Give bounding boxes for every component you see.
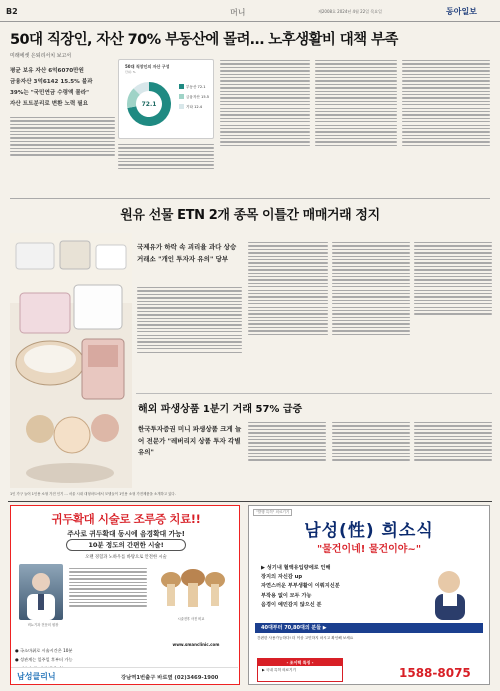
ad-divider — [8, 501, 492, 502]
article1-body-col1 — [10, 115, 115, 158]
article3-body-col1 — [248, 420, 326, 463]
legend-swatch — [179, 94, 184, 99]
subhead: 39%는 "국민연금 수령액 몰라" — [10, 90, 90, 96]
issue-date: 제2008호 2024년 4월 22일 목요일 — [318, 9, 382, 14]
legend-swatch — [179, 104, 184, 109]
bullet-item: 장지의 자신감 up — [261, 574, 303, 581]
section-divider — [10, 198, 490, 199]
age-bar: 40대부터 70,80대의 분들 ▶ — [255, 623, 483, 633]
man-illustration — [409, 566, 479, 620]
photo-caption: 1인 가구 늘어 1인용 소형 가전 인기 … 서울 시내 대형마트에서 모델들이 1인용 소형 가전제품을 소개하고 있다. — [10, 492, 176, 496]
device-ad[interactable] — [248, 505, 490, 685]
doctor-name: 비뇨기과 전문의 원장 — [27, 623, 59, 627]
article2-body-col1 — [137, 285, 242, 355]
phone-number[interactable]: 1588-8075 — [399, 666, 471, 680]
bullet-item: 음경이 예민감지 않으신 분 — [261, 601, 322, 608]
doctor-photo — [19, 564, 63, 620]
bullet-item: 부작용 없이 모두 가능 — [261, 592, 312, 599]
subhead: 자산 트트분리로 변환 노력 필요 — [10, 101, 89, 107]
ad-footer — [11, 667, 238, 684]
center-value: 72.1 — [141, 101, 157, 108]
ad-tagline: 오랜 경험과 노하우를 바탕으로 안전한 시술 — [85, 555, 167, 560]
subhead: 평균 보유 자산 6억6070만원 — [10, 68, 84, 74]
ad-bullets — [261, 564, 401, 610]
bullet-item: ▶ 성기내 혈액유입량에로 인해 — [261, 565, 331, 571]
article1-body-col3 — [220, 58, 310, 148]
legend-swatch — [179, 84, 184, 89]
article1-subheads — [10, 66, 130, 110]
feature-item: ● 국소마취로 시술시간은 10분 — [15, 648, 73, 653]
article3-body-col2 — [332, 420, 410, 463]
ad-note: 시술전후 사진 비교 — [177, 617, 205, 621]
article3-subhead: 한국투자증권 미니 파생상품 크게 늘어 전문가 "레버리지 상품 투자 각별 유의" — [138, 425, 242, 456]
feature-box-body: ▶ 국내 특허 의료기기 — [262, 668, 296, 672]
ad-tag: "발행 특허" 의료기기 — [253, 509, 292, 516]
article1-source: 미래에셋 은퇴리서치 보고서 — [10, 53, 72, 59]
appliance-photo — [10, 233, 132, 488]
article2-headline: 원유 선물 ETN 2개 종목 이틀간 매매거래 정지 — [120, 208, 380, 223]
article2-body-col2 — [248, 240, 328, 337]
ad-quote: "물건이네! 물건이야~" — [316, 544, 422, 555]
mushroom-illustration — [151, 564, 231, 614]
clinic-ad[interactable] — [10, 505, 240, 685]
page-header — [0, 0, 500, 22]
article3-headline: 해외 파생상품 1분기 거래 57% 급증 — [138, 404, 303, 415]
article-divider — [136, 393, 492, 394]
legend-label: 기타 12.4 — [186, 105, 203, 109]
article1-body-col2 — [118, 142, 214, 171]
ad-title: 남성(性) 희소식 — [304, 521, 434, 541]
clinic-logo: 남성클리닉 — [17, 672, 56, 681]
ad-small-text: 간편한 사용가능하다! 더 이상 고민하지 마시고 확인해 보세요 — [257, 636, 354, 640]
asset-chart — [118, 59, 214, 139]
donut-chart — [119, 74, 215, 140]
newspaper-logo: 동아일보 — [446, 6, 477, 16]
legend-label: 금융자산 15.5 — [186, 95, 210, 99]
clinic-phone: 강남역1번출구 바로옆 (02)3469-1900 — [121, 675, 219, 681]
feature-box-title: - 조이텍 특징 - — [258, 659, 342, 666]
article2-body-col4 — [414, 240, 492, 317]
feature-box — [257, 658, 343, 682]
legend-label: 부동산 72.1 — [186, 85, 206, 89]
ad-subtitle: 주사로 귀두확대 동시에 음경확대 가능! — [67, 530, 185, 538]
feature-item: ● 성관계는 일주일 후부터 가능 — [15, 657, 73, 662]
ad-title: 귀두확대 시술로 조루증 치료!! — [51, 512, 201, 526]
bullet-item: 자연스러운 부부생활이 이뤄지신분 — [261, 583, 340, 590]
article2-subhead: 국제유가 하락 속 괴리율 과다 상승 거래소 "개인 투자자 유의" 당부 — [137, 243, 237, 263]
subhead: 금융자산 3억6142 15.5% 불과 — [10, 79, 93, 85]
ad-body — [69, 566, 147, 609]
chart-title: 50대 직장인의 자산 구성 — [125, 64, 170, 69]
page-number: B2 — [6, 7, 18, 16]
article1-body-col5 — [402, 58, 490, 148]
section-name: 머니 — [230, 8, 246, 17]
article1-headline: 50대 직장인, 자산 70% 부동산에 몰려… 노후생활비 대책 부족 — [10, 32, 398, 48]
article3-body-col3 — [414, 420, 492, 463]
ad-pill: 10분 정도의 간편한 시술! — [66, 539, 186, 551]
article2-body-col3 — [332, 240, 410, 337]
clinic-url[interactable]: www.smanclinic.com — [172, 642, 220, 647]
chart-unit: 단위: % — [125, 70, 136, 74]
article1-body-col4 — [315, 58, 397, 148]
